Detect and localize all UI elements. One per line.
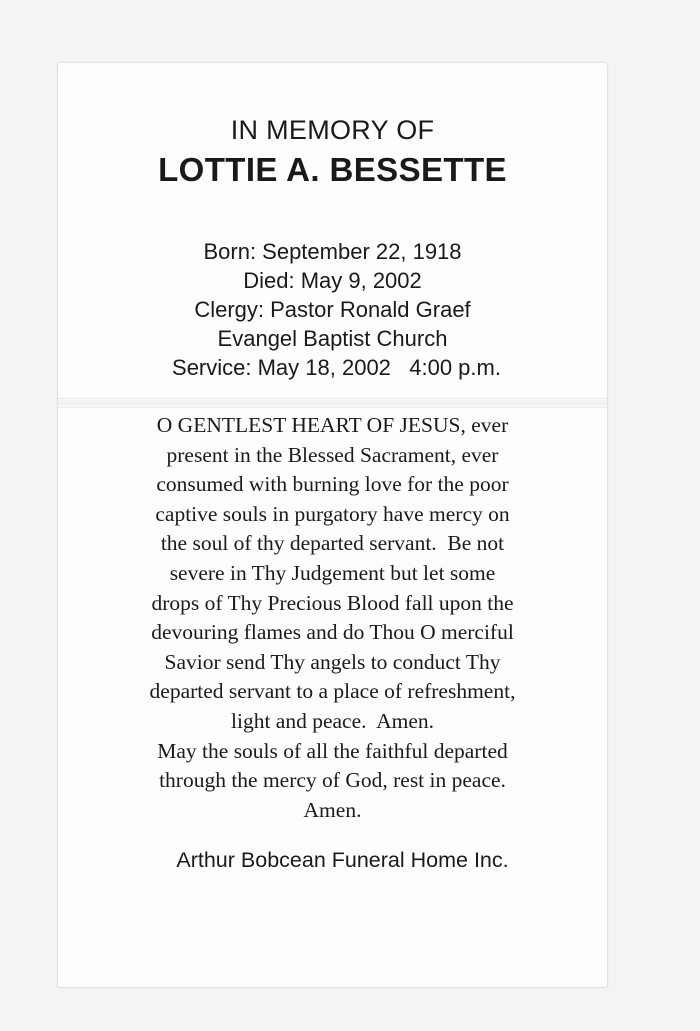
clergy-name: Clergy: Pastor Ronald Graef (194, 297, 471, 322)
memorial-card (57, 62, 608, 988)
funeral-home-name: Arthur Bobcean Funeral Home Inc. (176, 848, 509, 872)
prayer-line: through the mercy of God, rest in peace. (159, 768, 506, 793)
prayer-line: captive souls in purgatory have mercy on (155, 501, 510, 526)
church-name: Evangel Baptist Church (217, 326, 448, 351)
prayer-line: O GENTLEST HEART OF JESUS, ever (156, 413, 509, 437)
prayer-line: departed servant to a place of refreshment, (149, 679, 516, 704)
service-date: Service: May 18, 2002 4:00 p.m. (172, 355, 501, 380)
prayer-line: light and peace. Amen. (231, 708, 434, 733)
prayer-line: Amen. (303, 797, 362, 822)
prayer-line: May the souls of all the faithful departed (157, 738, 508, 763)
fold-crease (58, 398, 607, 408)
in-memory-heading: IN MEMORY OF (230, 115, 435, 145)
prayer-line: the soul of thy departed servant. Be not (160, 531, 505, 556)
prayer-line: Savior send Thy angels to conduct Thy (164, 649, 501, 674)
prayer-line: severe in Thy Judgement but let some (169, 560, 496, 585)
deceased-name: LOTTIE A. BESSETTE (158, 151, 507, 188)
prayer-line: consumed with burning love for the poor (156, 472, 509, 497)
died-date: Died: May 9, 2002 (243, 268, 422, 293)
service-details (58, 237, 607, 382)
prayer-line: present in the Blessed Sacrament, ever (166, 442, 499, 467)
born-date: Born: September 22, 1918 (203, 239, 462, 264)
prayer-line: drops of Thy Precious Blood fall upon the (151, 590, 514, 615)
prayer-line: devouring flames and do Thou O merciful (151, 620, 514, 645)
prayer-text (58, 411, 607, 825)
